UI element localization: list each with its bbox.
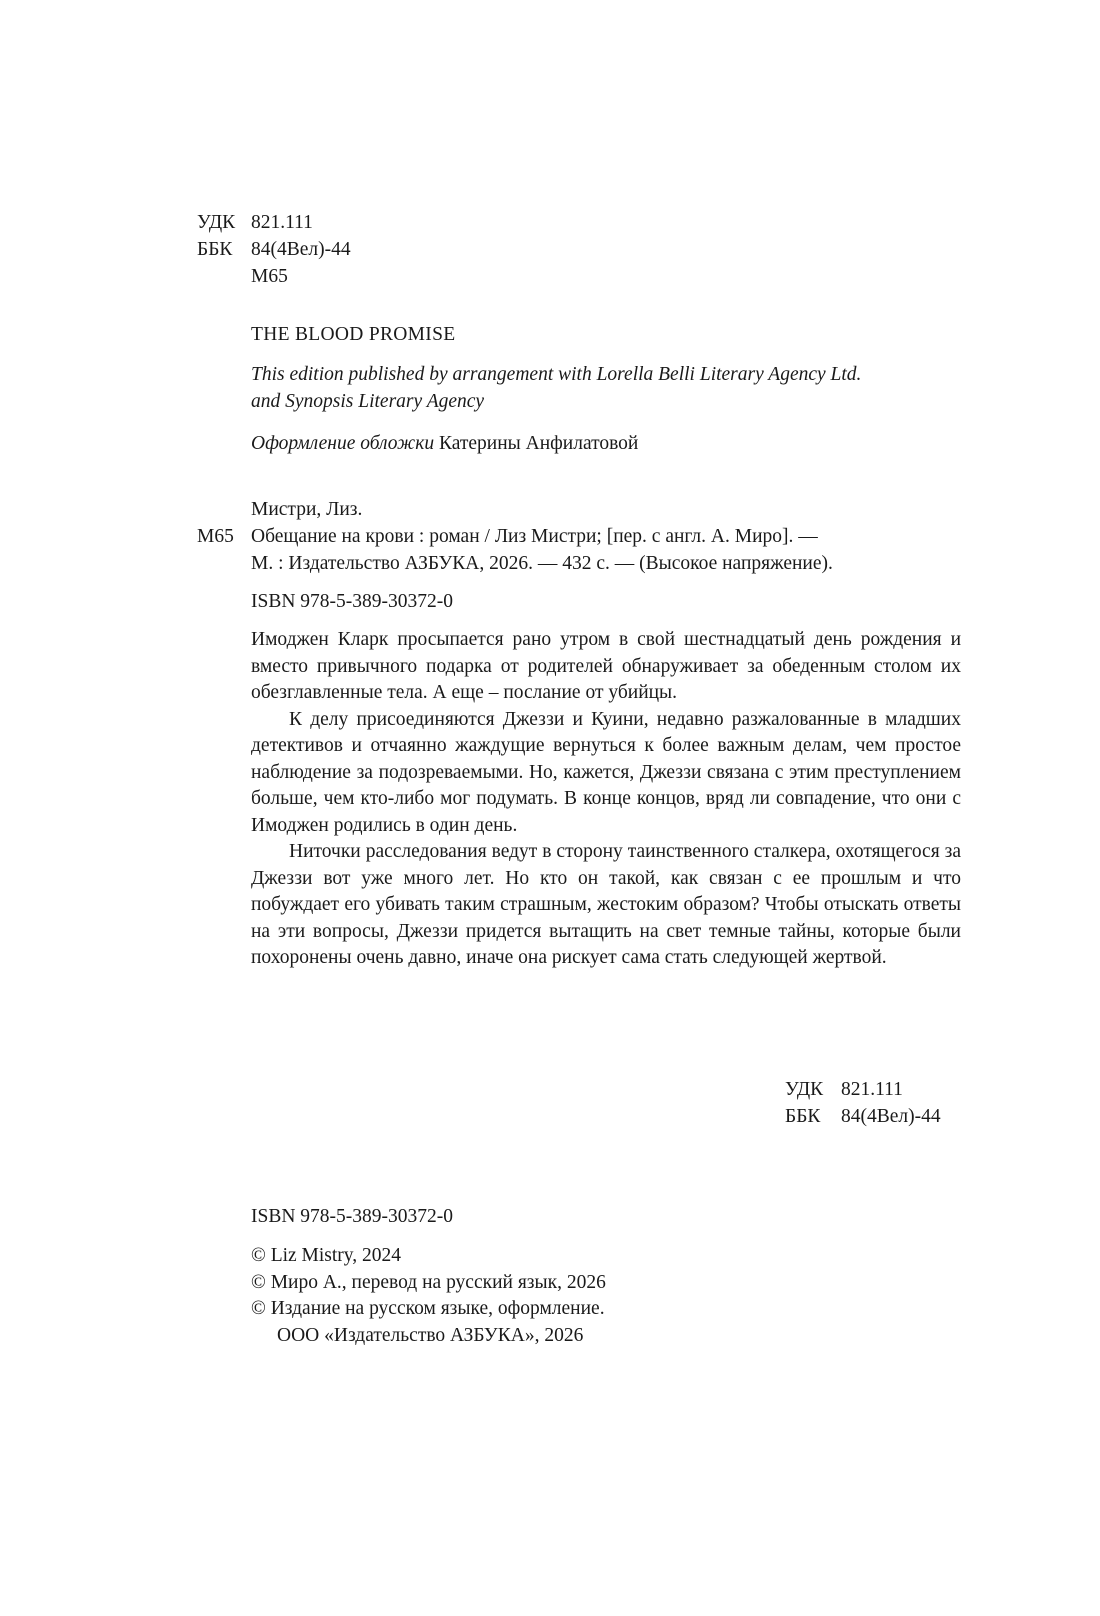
catalog-author-text: Мистри, Лиз. (251, 499, 363, 520)
copyright-line-4: ООО «Издательство АЗБУКА», 2026 (277, 1324, 584, 1346)
isbn-top: ISBN 978-5-389-30372-0 (251, 591, 454, 612)
author-mark: М65 (251, 266, 288, 287)
bbk-value: 84(4Вел)-44 (251, 239, 351, 260)
footer-bbk-row (785, 1103, 941, 1130)
copyright-line-1: © Liz Mistry, 2024 (251, 1245, 402, 1266)
footer-udk-label: УДК (785, 1079, 824, 1100)
bbk-label: ББК (197, 239, 233, 260)
classification-header (197, 209, 351, 290)
annotation-paragraph-3: Ниточки расследования ведут в сторону таинственного сталкера, охотящегося за Джеззи вот уже много лет. Но кто он такой, как связан с ее прошлым и что побуждает его убивать таким страшным, жестоким образом? Чтобы отыскать ответы на эти вопросы, Джеззи придется вытащить на свет темные тайны, которые были похоронены очень давно, иначе она рискует сама стать следующей жертвой. (251, 841, 961, 968)
catalog-mark: М65 (197, 526, 234, 547)
footer-bbk-value: 84(4Вел)-44 (841, 1106, 941, 1127)
catalog-line-1: Обещание на крови : роман / Лиз Мистри; [пер. с англ. А. Миро]. — (251, 526, 818, 547)
bbk-row (197, 236, 351, 263)
annotation (251, 627, 961, 972)
classification-footer (785, 1076, 941, 1130)
copyright-block (251, 1243, 961, 1349)
copyright-line-2: © Миро А., перевод на русский язык, 2026 (251, 1271, 606, 1293)
cover-design-label: Оформление обложки (251, 433, 435, 454)
cover-design-name: Катерины Анфилатовой (438, 433, 639, 454)
isbn-bottom: ISBN 978-5-389-30372-0 (251, 1206, 454, 1227)
annotation-paragraph-1: Имоджен Кларк просыпается рано утром в свой шестнадцатый день рождения и вместо привычного подарка от родителей обнаруживает за обеденным столом их обезглавленные тела. А еще – послание от убийцы. (251, 629, 961, 703)
catalog-author (251, 496, 961, 523)
catalog-record (197, 523, 961, 577)
footer-bbk-label: ББК (785, 1106, 821, 1127)
arrangement-line-1: This edition published by arrangement with Lorella Belli Literary Agency Ltd. (251, 364, 862, 385)
footer-udk-row (785, 1076, 941, 1103)
author-mark-row (197, 263, 351, 290)
arrangement-line-2: and Synopsis Literary Agency (251, 391, 485, 412)
udk-label: УДК (197, 212, 236, 233)
copyright-line-3: © Издание на русском языке, оформление. (251, 1298, 605, 1319)
original-title: THE BLOOD PROMISE (251, 324, 456, 345)
catalog-line-2: М. : Издательство АЗБУКА, 2026. — 432 с. — (Высокое напряжение). (251, 553, 833, 574)
annotation-paragraph-2: К делу присоединяются Джеззи и Куини, недавно разжалованные в младших детективов и отчаянно жаждущие вернуться к более важным делам, чем простое наблюдение за подозреваемыми. Но, кажется, Джеззи связана с этим преступлением больше, чем кто-либо мог подумать. В конце концов, вряд ли совпадение, что они с Имоджен родились в один день. (251, 708, 961, 836)
udk-value: 821.111 (251, 212, 313, 233)
footer-udk-value: 821.111 (841, 1079, 903, 1100)
arrangement-notice (251, 361, 961, 415)
udk-row (197, 209, 351, 236)
cover-design-credit (251, 430, 961, 457)
